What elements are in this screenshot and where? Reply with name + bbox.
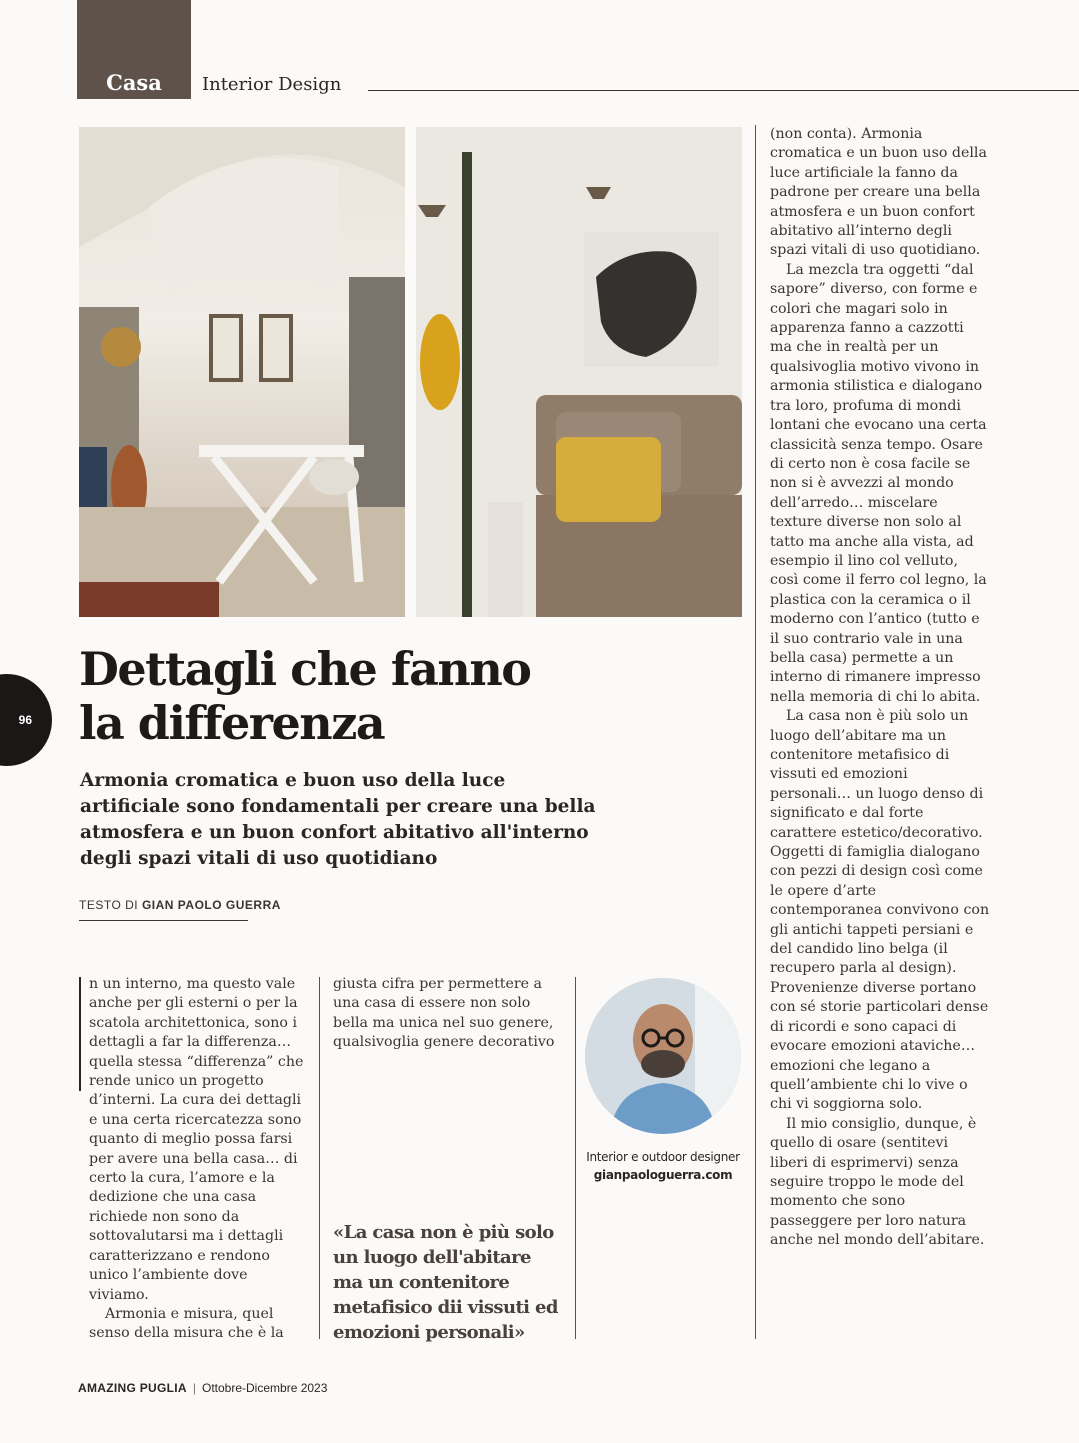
page-footer [78, 1381, 327, 1395]
page-number: 96 [18, 713, 32, 727]
issue-date: Ottobre-Dicembre 2023 [202, 1381, 328, 1395]
body-paragraph: La casa non è più solo un luogo dell’abitare ma un contenitore metafisico di vissuti ed emozioni personali… un luogo denso di significato e dal forte carattere estetico/decorativo. Oggetti di famiglia dialogano con pezzi di design così come le opere d’arte contemporanea convivono con gli antichi tappeti persiani e del candido lino belga (il recupero parla al design). Provenienze diverse portano con sé storie particolari dense di ricordi e sono capaci di evocare emozioni ataviche… emozioni che legano a quell’ambiente chi lo vive o chi vi soggiorna solo. [770, 708, 990, 1113]
byline-underline [79, 920, 248, 921]
body-paragraph: n un interno, ma questo vale anche per gli esterni o per la scatola architettonica, sono i dettagli a far la differenza… quella stessa “differenza” che rende unico un progetto d’interni. La cura dei dettagli e una certa ricercatezza sono quanto di meglio possa farsi per avere una bella casa… di certo la cura, l’amore e la dedizione che una casa richiede non sono da sottovalutarsi ma i dettagli caratterizzano e rendono unico l’ambiente dove viviamo. [89, 976, 304, 1303]
interior-photo-sofa-illustration [416, 127, 742, 617]
header-divider [368, 90, 1079, 91]
interior-photo-desk-illustration [79, 127, 405, 617]
footer-separator: | [192, 1381, 196, 1395]
article-headline [79, 642, 639, 750]
magazine-name: AMAZING PUGLIA [78, 1381, 187, 1395]
body-paragraph: Il mio consiglio, dunque, è quello di osare (sentitevi liberi di esprimervi) senza seguire troppo le mode del momento che sono passeggere per loro natura anche nel mondo dell’abitare. [770, 1115, 985, 1249]
body-paragraph: La mezcla tra oggetti “dal sapore” diverso, con forme e colori che magari solo in apparenza fanno a cazzotti ma che in realtà per un qualsivoglia motivo vivono in armonia stilistica e dialogano tra loro, profuma di mondi lontani che evocano una certa classicità senza tempo. Osare di certo non è cosa facile se non si è avvezzi al mondo dell’arredo… miscelare texture diverse non solo al tatto ma anche alla vista, ad esempio il lino col velluto, così come il ferro col legno, la plastica con la ceramica o il moderno con l’antico (tutto e il suo contrario vale in una bella casa) permette a un interno di rimanere impresso nella memoria di chi lo abita. [770, 261, 987, 705]
body-column-2 [333, 975, 559, 1053]
headline-line-1: Dettagli che fanno [79, 642, 531, 696]
author-portrait-illustration [585, 978, 741, 1134]
body-paragraph: giusta cifra per permettere a una casa di essere non solo bella ma unica nel suo genere, qualsivoglia genere decorativo [333, 976, 555, 1051]
interior-photo-desk [79, 127, 405, 617]
section-tab-label: Casa [106, 70, 162, 95]
byline-author: GIAN PAOLO GUERRA [141, 898, 281, 912]
interior-photo-sofa [416, 127, 742, 617]
headline-line-2: la differenza [79, 696, 385, 750]
article-lead: Armonia cromatica e buon uso della luce artificiale sono fondamentali per creare una bella atmosfera e un buon confort abitativo all'interno degli spazi vitali di uso quotidiano [80, 770, 596, 869]
body-column-3 [770, 125, 990, 1251]
body-paragraph: (non conta). Armonia cromatica e un buon uso della luce artificiale la fanno da padrone per creare una bella atmosfera e un buon confort abitativo all’interno degli spazi vitali di uso quotidiano. [770, 126, 987, 259]
author-role: Interior e outdoor designer [586, 1150, 740, 1164]
section-title: Interior Design [202, 74, 342, 95]
author-caption [575, 1148, 751, 1184]
page-number-badge [0, 674, 52, 766]
body-paragraph: Armonia e misura, quel senso della misura che è la [89, 1305, 284, 1342]
author-avatar [585, 978, 741, 1134]
section-tab [77, 0, 191, 99]
byline [79, 898, 281, 912]
pull-quote: «La casa non è più solo un luogo dell'abitare ma un contenitore metafisico dii vissuti ed emozioni personali» [333, 1222, 558, 1343]
byline-prefix: TESTO DI [79, 898, 139, 912]
body-column-1 [79, 975, 305, 1344]
column-divider [319, 977, 320, 1339]
author-website: gianpaologuerra.com [593, 1168, 733, 1182]
column-divider [755, 125, 756, 1339]
